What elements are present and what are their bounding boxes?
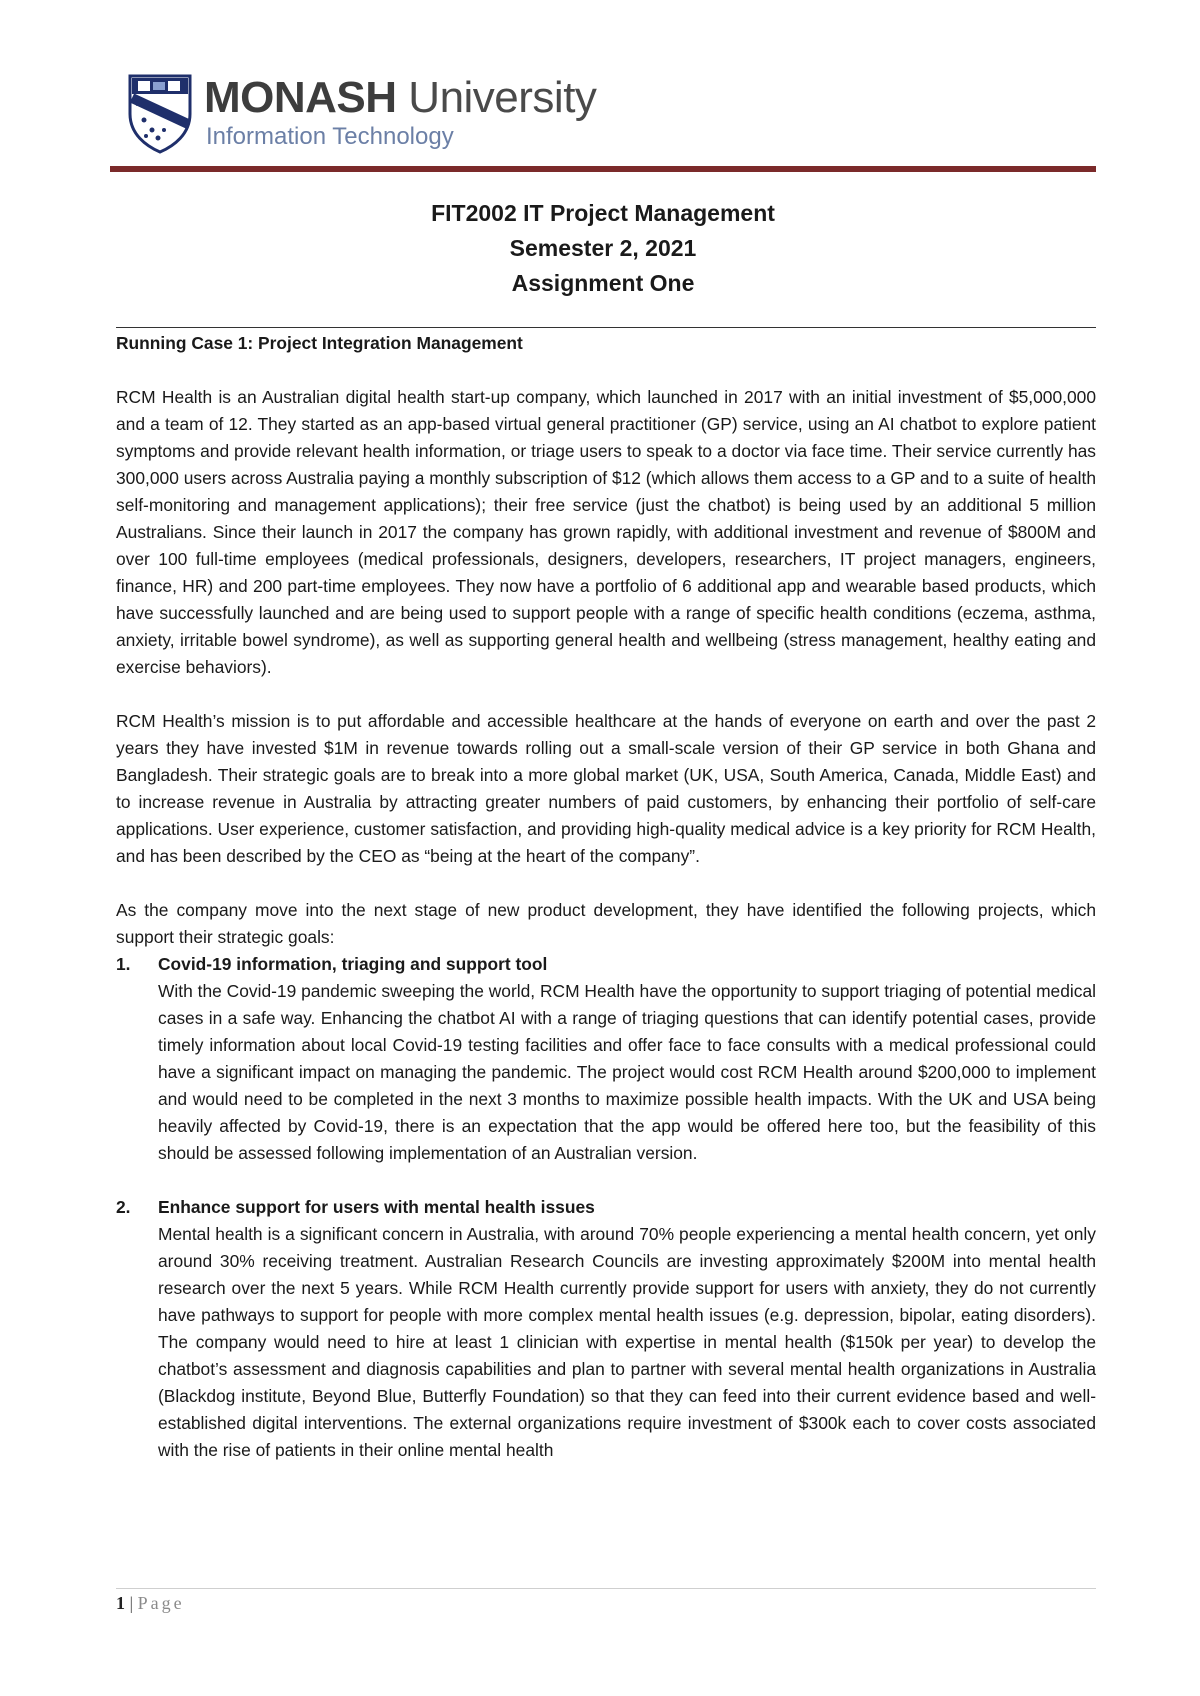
- assignment-title: Assignment One: [511, 270, 695, 296]
- page-footer: [116, 1590, 185, 1616]
- spacer: [116, 1167, 1096, 1194]
- project-item-2: [116, 1194, 1096, 1464]
- logo-wordmark: [204, 72, 596, 124]
- document-title-block: [110, 196, 1096, 301]
- project-description: Mental health is a significant concern in Australia, with around 70% people experiencing a mental health concern, yet only around 30% receiving treatment. Australian Research Councils are investing approximately $200M into mental health research over the next 5 years. While RCM Health currently provide support for users with anxiety, they do not currently have pathways to support for people with more complex mental health issues (e.g. depression, bipolar, eating disorders). The company would need to hire at least 1 clinician with expertise in mental health ($150k per year) to develop the chatbot’s assessment and diagnosis capabilities and plan to partner with several mental health organizations in Australia (Blackdog institute, Beyond Blue, Butterfly Foundation) so that they can feed into their current evidence based and well-established digital interventions. The external organizations require investment of $300k each to cover costs associated with the rise of patients in their online mental health: [158, 1224, 1096, 1460]
- monash-logo: [126, 72, 606, 154]
- course-title: FIT2002 IT Project Management: [431, 200, 775, 226]
- document-body: [116, 330, 1096, 1464]
- semester-title: Semester 2, 2021: [509, 235, 697, 261]
- spacer: [116, 681, 1096, 708]
- project-title: Enhance support for users with mental health issues: [158, 1197, 595, 1217]
- spacer: [116, 357, 1096, 384]
- spacer: [116, 870, 1096, 897]
- project-title: Covid-19 information, triaging and support tool: [158, 954, 548, 974]
- paragraph-projects-intro: As the company move into the next stage of new product development, they have identified the following projects, which support their strategic goals:: [116, 900, 1096, 947]
- footer-divider: [116, 1588, 1096, 1589]
- title-divider: [116, 327, 1096, 328]
- header-divider: [110, 166, 1096, 172]
- paragraph-company-overview: RCM Health is an Australian digital health start-up company, which launched in 2017 with an initial investment of $5,000,000 and a team of 12. They started as an app-based virtual general practitioner (GP) service, using an AI chatbot to explore patient symptoms and provide relevant health information, or triage users to speak to a doctor via face time. Their service currently has 300,000 users across Australia paying a monthly subscription of $12 (which allows them access to a GP and to a suite of health self-monitoring and management applications); their free service (just the chatbot) is being used by an additional 5 million Australians. Since their launch in 2017 the company has grown rapidly, with additional investment and revenue of $800M and over 100 full-time employees (medical professionals, designers, developers, researchers, IT project managers, engineers, finance, HR) and 200 part-time employees. They now have a portfolio of 6 additional app and wearable based products, which have successfully launched and are being used to support people with a range of specific health conditions (eczema, asthma, anxiety, irritable bowel syndrome), as well as supporting general health and wellbeing (stress management, healthy eating and exercise behaviors).: [116, 387, 1096, 677]
- logo-subtitle: Information Technology: [206, 123, 454, 150]
- monash-crest-icon: [126, 72, 194, 154]
- project-description: With the Covid-19 pandemic sweeping the world, RCM Health have the opportunity to support triaging of potential medical cases in a safe way. Enhancing the chatbot AI with a range of triaging questions that can identify potential cases, provide timely information about local Covid-19 testing facilities and offer face to face consults with a medical professional could have a significant impact on managing the pandemic. The project would cost RCM Health around $200,000 to implement and would need to be completed in the next 3 months to maximize possible health impacts. With the UK and USA being heavily affected by Covid-19, there is an expectation that the app would be offered here too, but the feasibility of this should be assessed following implementation of an Australian version.: [158, 981, 1096, 1163]
- project-number: 2.: [116, 1197, 131, 1217]
- page-number: 1: [116, 1593, 125, 1613]
- page-label: Page: [137, 1593, 185, 1613]
- project-item-1: [116, 951, 1096, 1167]
- section-heading: Running Case 1: Project Integration Management: [116, 333, 523, 353]
- logo-wordmark-strong: MONASH: [204, 73, 397, 122]
- page-separator: |: [125, 1593, 138, 1613]
- project-body: [158, 1194, 1096, 1464]
- logo-wordmark-light: University: [396, 73, 597, 122]
- paragraph-mission: RCM Health’s mission is to put affordable and accessible healthcare at the hands of everyone on earth and over the past 2 years they have invested $1M in revenue towards rolling out a small-scale version of their GP service in both Ghana and Bangladesh. Their strategic goals are to break into a more global market (UK, USA, South America, Canada, Middle East) and to increase revenue in Australia by attracting greater numbers of paid customers, by enhancing their portfolio of self-care applications. User experience, customer satisfaction, and providing high-quality medical advice is a key priority for RCM Health, and has been described by the CEO as “being at the heart of the company”.: [116, 711, 1096, 866]
- project-body: [158, 951, 1096, 1167]
- project-number: 1.: [116, 954, 131, 974]
